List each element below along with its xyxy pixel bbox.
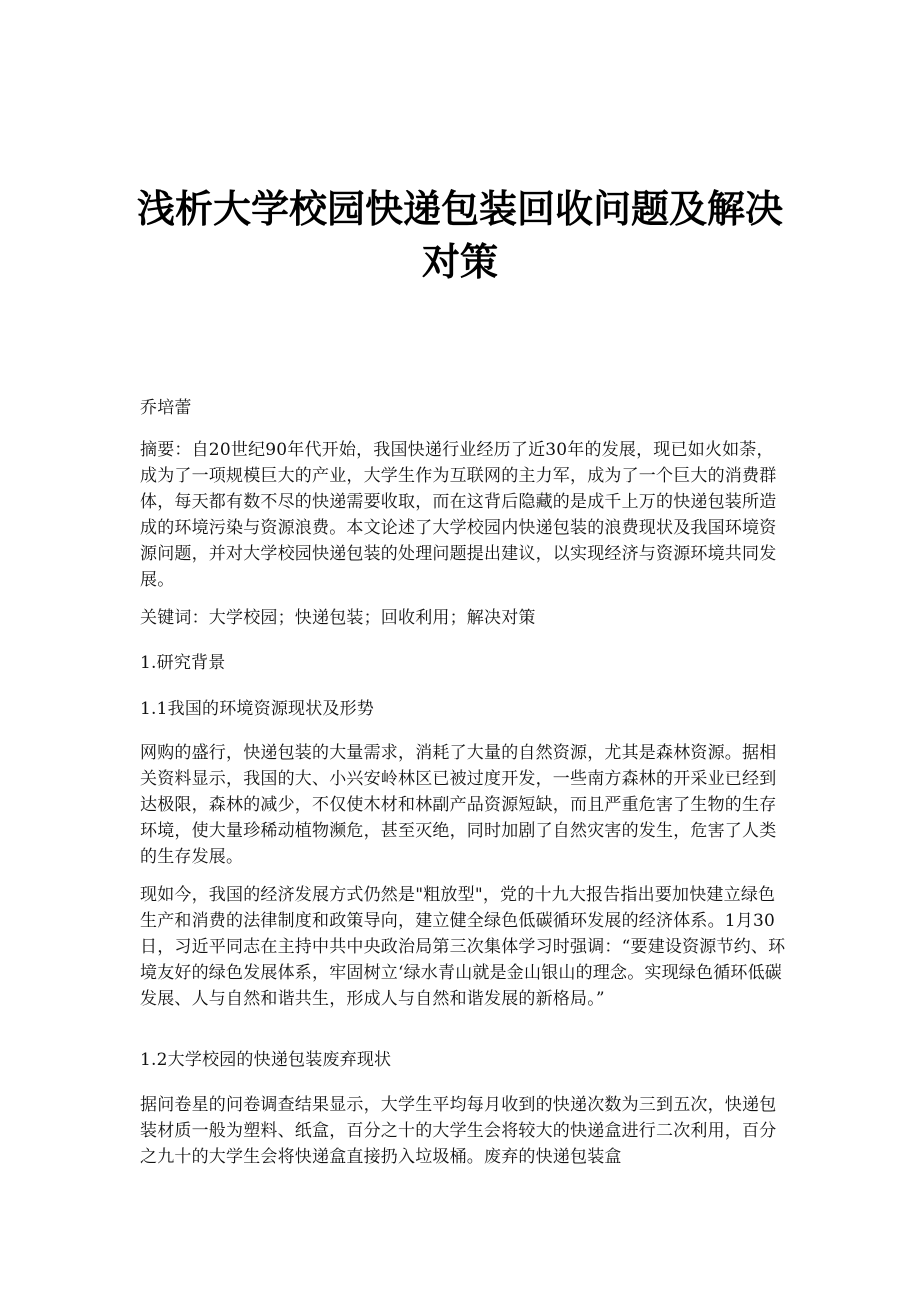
body-paragraph-1: 网购的盛行，快递包装的大量需求，消耗了大量的自然资源，尤其是森林资源。据相关资料显示，我国的大、小兴安岭林区已被过度开发，一些南方森林的开采业已经到达极限，森林的减少，不仅使木材和林副产品资源短缺，而且严重危害了生物的生存环境，使大量珍稀动植物濒危，甚至灭绝，同时加剧了自然灾害的发生，危害了人类的生存发展。	[140, 743, 777, 867]
body-paragraph-3: 据问卷星的问卷调查结果显示，大学生平均每月收到的快递次数为三到五次，快递包装材质一般为塑料、纸盒，百分之十的大学生会将较大的快递盒进行二次利用，百分之九十的大学生会将快递盒直接扔入垃圾桶。废弃的快递包装盒	[140, 1095, 777, 1167]
title-line-1: 浅析大学校园快递包装回收问题及解决	[136, 187, 783, 231]
section-heading-1-1: 1.1我国的环境资源现状及形势	[140, 699, 375, 719]
author-name: 乔培蕾	[140, 398, 192, 418]
title-line-2: 对策	[421, 240, 498, 284]
document-title	[120, 183, 800, 289]
section-heading-1: 1.研究背景	[140, 653, 226, 673]
keywords-line: 关键词：大学校园；快递包装；回收利用；解决对策	[140, 608, 536, 628]
abstract-paragraph: 摘要：自20世纪90年代开始，我国快递行业经历了近30年的发展，现已如火如荼，成为了一项规模巨大的产业，大学生作为互联网的主力军，成为了一个巨大的消费群体，每天都有数不尽的快递需要收取，而在这背后隐藏的是成千上万的快递包装所造成的环境污染与资源浪费。本文论述了大学校园内快递包装的浪费现状及我国环境资源问题，并对大学校园快递包装的处理问题提出建议，以实现经济与资源环境共同发展。	[140, 440, 777, 590]
body-paragraph-2: 现如今，我国的经济发展方式仍然是"粗放型"，党的十九大报告指出要加快建立绿色生产和消费的法律制度和政策导向，建立健全绿色低碳循环发展的经济体系。1月30日，习近平同志在主持中共中央政治局第三次集体学习时强调：“要建设资源节约、环境友好的绿色发展体系，牢固树立‘绿水青山就是金山银山的理念。实现绿色循环低碳发展、人与自然和谐共生，形成人与自然和谐发展的新格局。”	[140, 885, 786, 1009]
section-heading-1-2: 1.2大学校园的快递包装废弃现状	[140, 1050, 392, 1070]
